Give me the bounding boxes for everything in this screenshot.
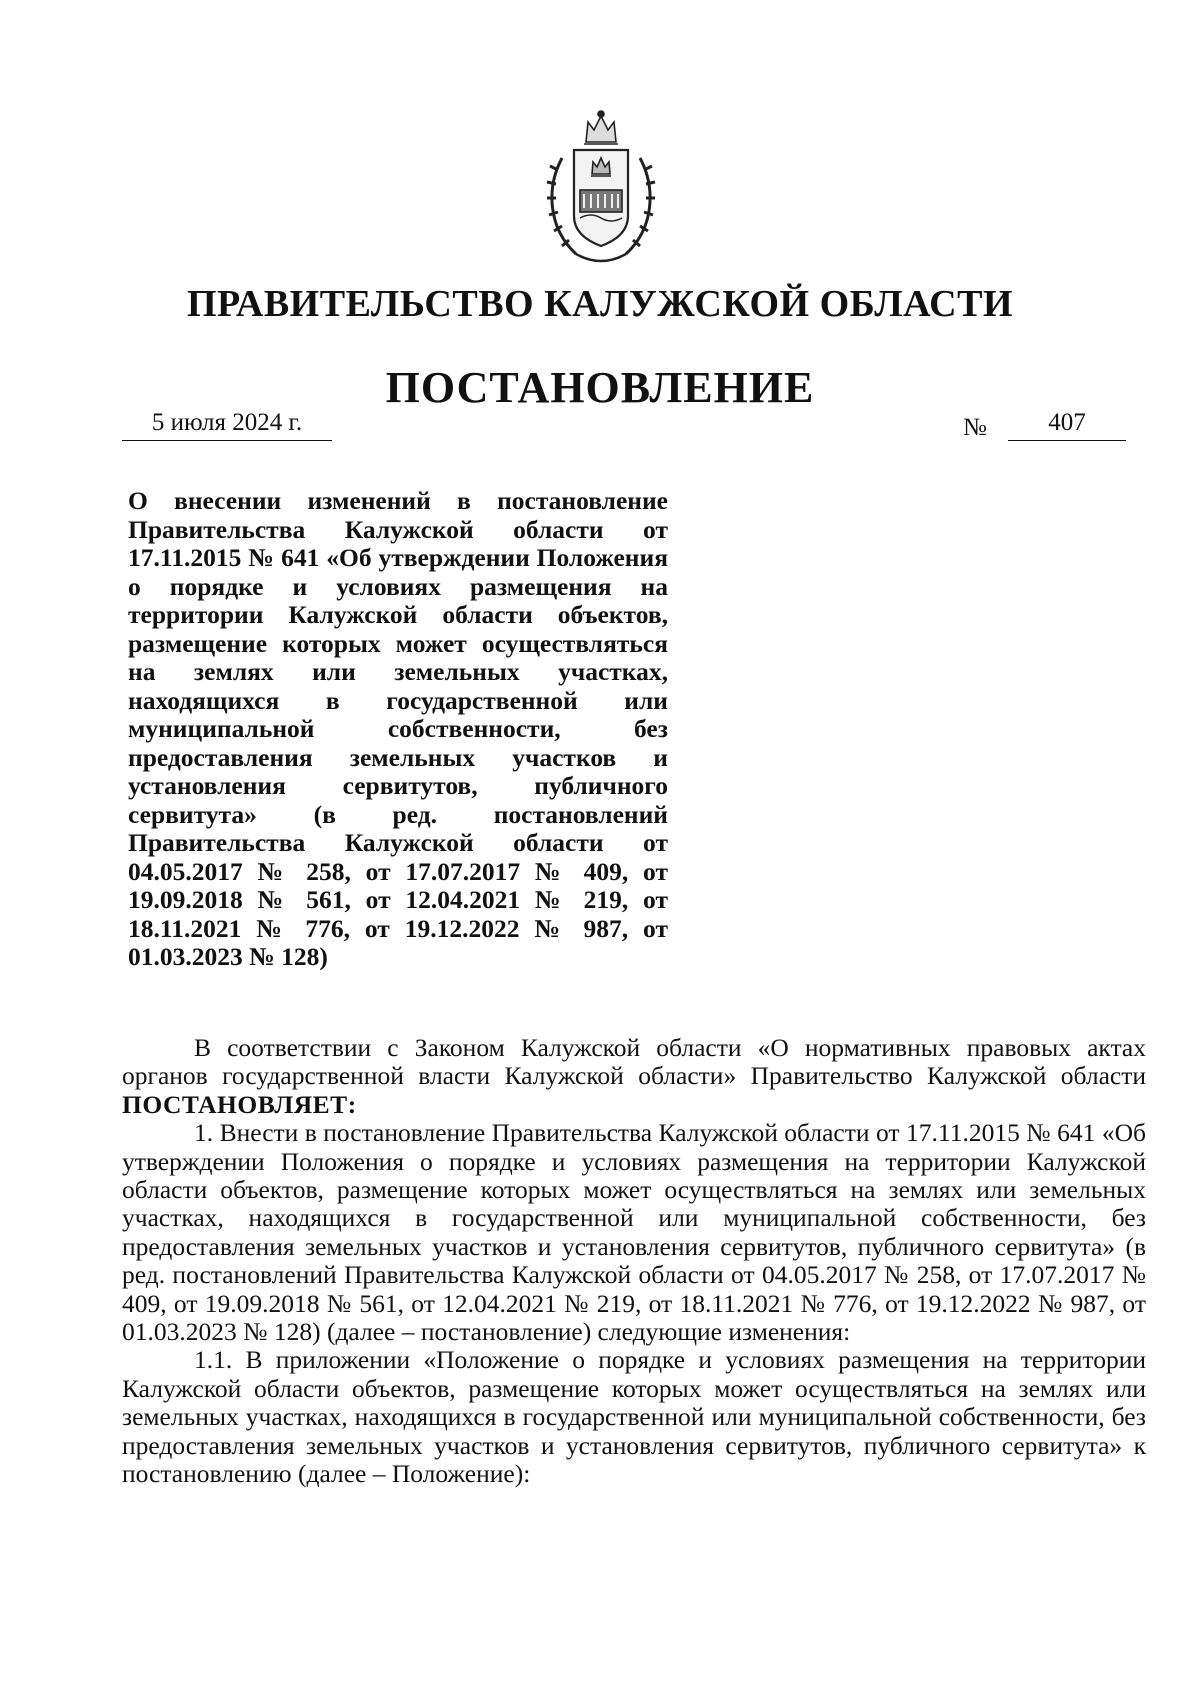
decree-word: ПОСТАНОВЛЯЕТ: xyxy=(122,1089,357,1119)
coat-of-arms-icon xyxy=(536,108,666,268)
document-type-title: ПОСТАНОВЛЕНИЕ xyxy=(385,363,815,412)
preamble-paragraph xyxy=(122,1034,1146,1119)
document-date: 5 июля 2024 г. xyxy=(122,406,332,441)
document-body xyxy=(122,1034,1146,1489)
document-number-label: № xyxy=(963,414,987,441)
paragraph-1: 1. Внести в постановление Правительства Калужской области от 17.11.2015 № 641 «Об утверждении Положения о порядке и условиях размещения на территории Калужской области объектов, размещение которых может осуществляться на землях или земельных участках, находящихся в государственной или муниципальной собственности, без предоставления земельных участков и установления сервитутов, публичного сервитута» (в ред. постановлений Правительства Калужской области от 04.05.2017 № 258, от 17.07.2017 № 409, от 19.09.2018 № 561, от 12.04.2021 № 219, от 18.11.2021 № 776, от 19.12.2022 № 987, от 01.03.2023 № 128) (далее – постановление) следующие изменения: xyxy=(122,1118,1146,1347)
government-title: ПРАВИТЕЛЬСТВО КАЛУЖСКОЙ ОБЛАСТИ xyxy=(186,283,1014,325)
preamble-text: В соответствии с Законом Калужской области «О нормативных правовых актах органов государственной власти Калужской области» Правительство Калужской области xyxy=(122,1033,1146,1091)
document-subject: О внесении изменений в постановление Правительства Калужской области от 17.11.2015 № 641 «Об утверждении Положения о порядке и условиях размещения на территории Калужской области объектов, размещение которых может осуществляться на землях или земельных участках, находящихся в государственной или муниципальной собственности, без предоставления земельных участков и установления сервитутов, публичного сервитута» (в ред. постановлений Правительства Калужской области от 04.05.2017 № 258, от 17.07.2017 № 409, от 19.09.2018 № 561, от 12.04.2021 № 219, от 18.11.2021 № 776, от 19.12.2022 № 987, от 01.03.2023 № 128) xyxy=(128,486,668,971)
document-number: 407 xyxy=(1008,406,1126,441)
paragraph-1-1: 1.1. В приложении «Положение о порядке и условиях размещения на территории Калужской области объектов, размещение которых может осуществляться на землях или земельных участках, находящихся в государственной или муниципальной собственности, без предоставления земельных участков и установления сервитутов, публичного сервитута» к постановлению (далее – Положение): xyxy=(122,1345,1146,1489)
